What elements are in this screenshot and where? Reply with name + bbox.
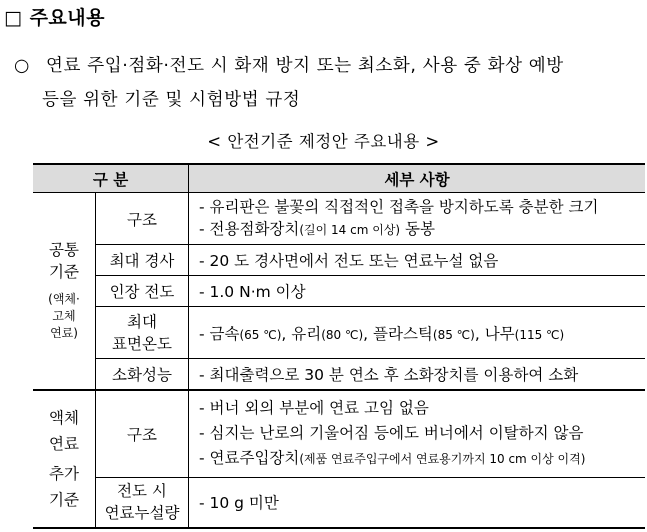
table-row [33, 390, 645, 478]
table-row [33, 245, 645, 276]
detail-cell: - 유리판은 불꽃의 직접적인 접촉을 방지하도록 충분한 크기 - 전용점화장치(길이 14 cm 이상) 동봉 [189, 193, 646, 245]
table-row [33, 193, 645, 245]
item-label: 구조 [96, 193, 189, 245]
detail-cell: - 10 g 미만 [189, 478, 646, 528]
table-header-row [33, 164, 645, 193]
item-label: 인장 전도 [96, 276, 189, 307]
item-label: 전도 시 연료누설량 [96, 478, 189, 528]
safety-standards-table [33, 163, 645, 529]
group-label-liquid: 액체 연료 추가 기준 [33, 390, 96, 528]
summary-text-2: 등을 위한 기준 및 시험방법 규정 [42, 90, 301, 110]
table-row [33, 478, 645, 528]
summary-line-1 [14, 52, 564, 77]
group-label-common: 공통 기준 (액체· 고체 연료) [33, 193, 96, 390]
item-label: 최대 경사 [96, 245, 189, 276]
header-category: 구 분 [33, 164, 189, 193]
detail-cell: - 버너 외의 부분에 연료 고임 없음 - 심지는 난로의 기울어짐 등에도 버너에서 이탈하지 않음 - 연료주입장치(제품 연료주입구에서 연료용기까지 10 cm 이상 이격) [189, 390, 646, 478]
item-label: 최대 표면온도 [96, 307, 189, 359]
summary-text-1: 연료 주입·점화·전도 시 화재 방지 또는 최소화, 사용 중 화상 예방 [46, 56, 564, 76]
table-row [33, 307, 645, 359]
circle-bullet-icon: ○ [14, 56, 30, 76]
section-heading: □ 주요내용 [4, 7, 105, 29]
detail-cell: - 금속(65 ℃), 유리(80 ℃), 플라스틱(85 ℃), 나무(115 ℃) [189, 307, 646, 359]
detail-cell: - 20 도 경사면에서 전도 또는 연료누설 없음 [189, 245, 646, 276]
header-details: 세부 사항 [189, 164, 646, 193]
table-row [33, 359, 645, 390]
item-label: 구조 [96, 390, 189, 478]
item-label: 소화성능 [96, 359, 189, 390]
table-caption: < 안전기준 제정안 주요내용 > [207, 132, 440, 151]
table-row [33, 276, 645, 307]
detail-cell: - 최대출력으로 30 분 연소 후 소화장치를 이용하여 소화 [189, 359, 646, 390]
detail-cell: - 1.0 N·m 이상 [189, 276, 646, 307]
